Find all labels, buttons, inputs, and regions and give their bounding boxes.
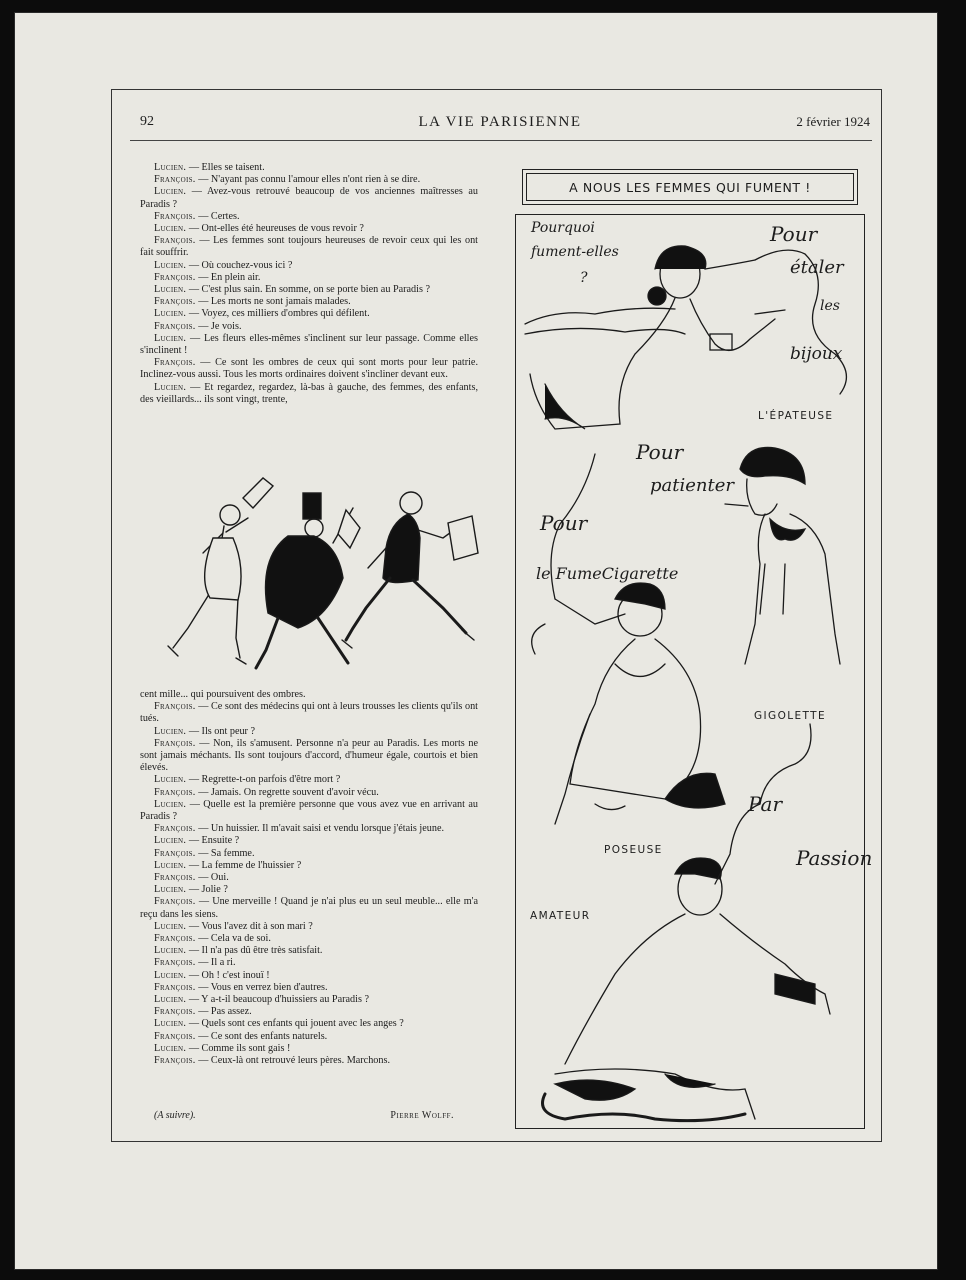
dialogue-line [140,1055,478,1067]
speaker-name: François. [154,957,196,969]
line-text: — Ce sont des médecins qui ont à leurs trousses les clients qu'ils ont tués. [140,701,478,725]
speaker-name: Lucien. [154,859,187,871]
speaker-name: Lucien. [154,381,187,393]
handwriting-question-2: fument-elles [531,244,619,260]
dialogue-line [140,1006,478,1018]
speaker-name: Lucien. [154,259,187,271]
running-figures-illustration [128,468,486,683]
handwriting-fume-1: Pour [540,511,588,535]
dialogue-line [140,787,478,799]
dialogue-line [140,835,478,847]
dialogue-line [140,726,478,738]
dialogue-line [140,701,478,725]
handwriting-passion-1: Par [748,792,783,816]
handwriting-question-mark: ? [580,270,588,286]
line-text: — C'est plus sain. En somme, on se porte bien au Paradis ? [186,284,431,296]
dialogue-line [140,738,478,775]
issue-date: 2 février 1924 [796,114,870,129]
dialogue-line [140,848,478,860]
speaker-name: Lucien. [154,774,187,786]
caption-amateur: AMATEUR [530,910,591,922]
speaker-name: Lucien. [154,223,187,235]
dialogue-line [140,260,478,272]
line-text: — Oh ! c'est inouï ! [186,969,270,981]
handwriting-etaler-4: bijoux [790,344,843,364]
speaker-name: Lucien. [154,994,187,1006]
dialogue-line [140,235,478,259]
line-text: — En plein air. [195,271,261,283]
header-rule [130,140,872,141]
caption-epateuse: L'ÉPATEUSE [758,410,834,422]
speaker-name: François. [154,271,196,283]
dialogue-line [140,1043,478,1055]
speaker-name: Lucien. [154,332,187,344]
dialogue-line [140,272,478,284]
line-text: — Pas assez. [195,1006,252,1018]
line-text: — Cela va de soi. [195,933,271,945]
page-number: 92 [140,114,154,129]
line-text: — Et regardez, regardez, là-bas à gauche, des femmes, des enfants, des vieillards... ils sont vingt, trente, [140,381,478,405]
line-text: — Je vois. [195,320,242,332]
speaker-name: François. [154,235,196,247]
dialogue-line [140,970,478,982]
line-text: — Ensuite ? [186,835,240,847]
speaker-name: Lucien. [154,284,187,296]
speaker-name: François. [154,1006,196,1018]
line-text: — Quels sont ces enfants qui jouent avec les anges ? [186,1018,404,1030]
line-text: — Ceux-là ont retrouvé leurs pères. Marchons. [195,1055,390,1067]
line-text: — Ce sont les ombres de ceux qui sont morts pour leur patrie. Inclinez-vous aussi. Tous les morts ordinaires doivent s'incliner devant eux. [140,357,478,381]
dialogue-line [140,774,478,786]
dialogue-line [140,186,478,210]
speaker-name: Lucien. [154,920,187,932]
speaker-name: François. [154,933,196,945]
line-text: — Il a ri. [195,957,236,969]
speaker-name: François. [154,896,196,908]
speaker-name: François. [154,737,196,749]
dialogue-line [140,994,478,1006]
line-text: — Non, ils s'amusent. Personne n'a peur au Paradis. Les morts ne sont jamais méchants. Ils sont toujours d'accord, d'humeur égale, courtois et bien élevés. [140,737,478,774]
line-text: — Vous l'avez dit à son mari ? [186,920,313,932]
dialogue-line [140,933,478,945]
speaker-name: Lucien. [154,186,187,198]
speaker-name: François. [154,872,196,884]
line-text: — Où couchez-vous ici ? [186,259,293,271]
to-be-continued: (A suivre). [154,1110,196,1121]
line-text: — Sa femme. [195,847,255,859]
author-signature: Pierre Wolff. [390,1110,454,1121]
dialogue-line [140,1018,478,1030]
continuation-line: cent mille... qui poursuivent des ombres. [140,689,306,700]
handwriting-patienter-1: Pour [636,440,684,464]
handwriting-question-1: Pourquoi [531,220,595,236]
line-text: — Comme ils sont gais ! [186,1042,291,1054]
line-text: — Certes. [195,210,240,222]
line-text: — Regrette-t-on parfois d'être mort ? [186,774,341,786]
dialogue-line [140,823,478,835]
line-text: — Y a-t-il beaucoup d'huissiers au Paradis ? [186,994,369,1006]
speaker-name: François. [154,1055,196,1067]
speaker-name: François. [154,320,196,332]
dialogue-column-top [140,162,478,406]
line-text: — Jamais. On regrette souvent d'avoir vécu. [195,786,379,798]
speaker-name: Lucien. [154,884,187,896]
magazine-title: LA VIE PARISIENNE [418,114,582,130]
speaker-name: François. [154,847,196,859]
handwriting-etaler-2: étaler [790,257,844,278]
dialogue-line [140,296,478,308]
line-text: — Les femmes sont toujours heureuses de revoir ceux qui les ont fait souffrir. [140,235,478,259]
dialogue-line [140,223,478,235]
line-text: — Voyez, ces milliers d'ombres qui défilent. [186,308,370,320]
speaker-name: François. [154,210,196,222]
dialogue-line [140,872,478,884]
dialogue-line [140,162,478,174]
line-text: — Quelle est la première personne que vous avez vue en arrivant au Paradis ? [140,798,478,823]
dialogue-line [140,357,478,381]
line-text: — Oui. [195,872,229,884]
dialogue-line [140,333,478,357]
dialogue-line [140,860,478,872]
speaker-name: Lucien. [154,162,187,173]
dialogue-line [140,921,478,933]
dialogue-line [140,321,478,333]
line-text: — Jolie ? [186,884,228,896]
dialogue-line [140,211,478,223]
speaker-name: François. [154,981,196,993]
speaker-name: François. [154,823,196,835]
speaker-name: Lucien. [154,798,187,810]
caption-gigolette: GIGOLETTE [754,710,826,722]
line-text: — Avez-vous retrouvé beaucoup de vos anciennes maîtresses au Paradis ? [140,186,478,210]
speaker-name: François. [154,357,196,369]
line-text: — Une merveille ! Quand je n'ai plus eu un seul meuble... elle m'a reçu dans les siens. [140,896,478,920]
speaker-name: François. [154,1030,196,1042]
dialogue-line [140,945,478,957]
speaker-name: François. [154,296,196,308]
handwriting-fume-2: le FumeCigarette [536,564,679,583]
running-header [130,114,870,134]
dialogue-line [140,382,478,406]
speaker-name: Lucien. [154,945,187,957]
handwriting-etaler-1: Pour [770,222,818,246]
handwriting-etaler-3: les [820,298,840,314]
line-text: — Vous en verrez bien d'autres. [195,981,328,993]
dialogue-line [140,896,478,920]
line-text: — N'ayant pas connu l'amour elles n'ont rien à se dire. [195,174,421,186]
handwriting-passion-2: Passion [796,846,873,870]
line-text: — Il n'a pas dû être très satisfait. [186,945,323,957]
dialogue-line [140,799,478,823]
dialogue-line [140,1031,478,1043]
speaker-name: Lucien. [154,308,187,320]
dialogue-line [140,884,478,896]
line-text: — Ils ont peur ? [186,725,256,737]
handwriting-patienter-2: patienter [650,475,734,496]
line-text: — Ce sont des enfants naturels. [195,1030,328,1042]
line-text: — Un huissier. Il m'avait saisi et vendu lorsque j'étais jeune. [195,823,445,835]
section-banner: A NOUS LES FEMMES QUI FUMENT ! [522,169,858,205]
speaker-name: François. [154,786,196,798]
caption-poseuse: POSEUSE [604,844,663,856]
dialogue-line [140,957,478,969]
speaker-name: Lucien. [154,1018,187,1030]
dialogue-line [140,308,478,320]
line-text: — Ont-elles été heureuses de vous revoir ? [186,223,364,235]
dialogue-line [140,174,478,186]
speaker-name: Lucien. [154,969,187,981]
speaker-name: Lucien. [154,1042,187,1054]
dialogue-line [140,982,478,994]
line-text: — La femme de l'huissier ? [186,859,302,871]
line-text: — Les fleurs elles-mêmes s'inclinent sur leur passage. Comme elles s'inclinent ! [140,332,478,357]
line-text: — Elles se taisent. [186,162,265,173]
dialogue-line [140,284,478,296]
speaker-name: Lucien. [154,725,187,737]
speaker-name: Lucien. [154,835,187,847]
speaker-name: François. [154,701,196,713]
line-text: — Les morts ne sont jamais malades. [195,296,351,308]
dialogue-column-bottom [140,689,478,1067]
speaker-name: François. [154,174,196,186]
